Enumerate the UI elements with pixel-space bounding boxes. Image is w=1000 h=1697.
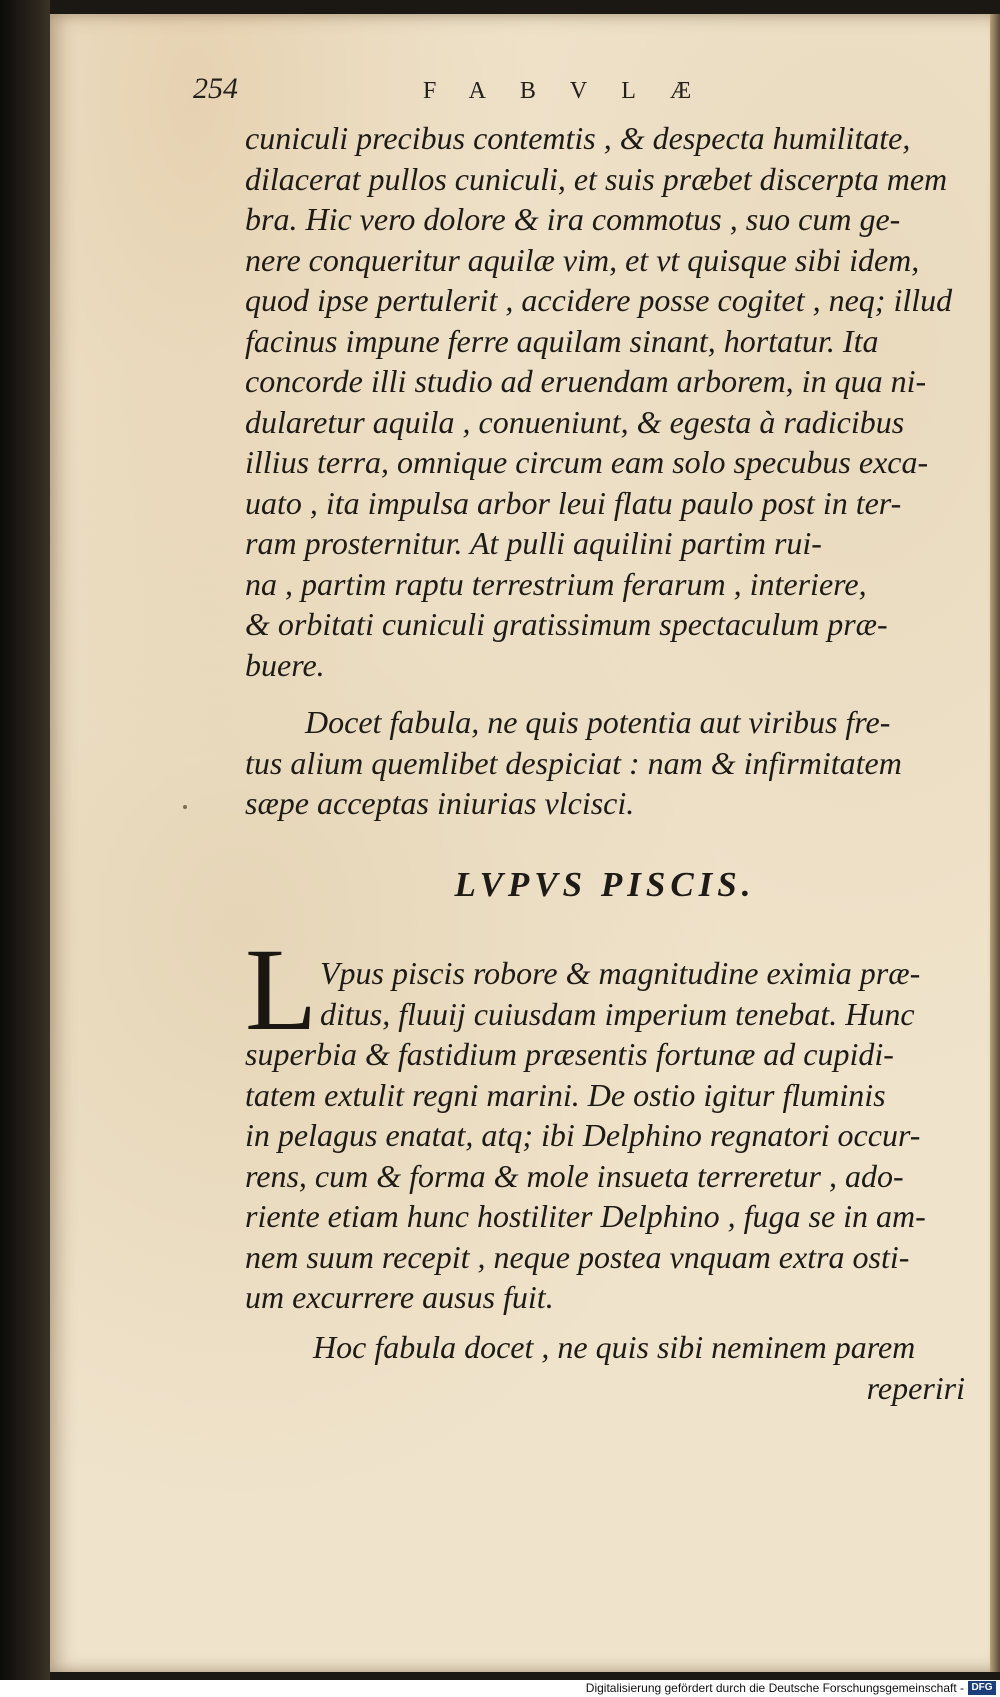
moral-line: tus alium quemlibet despiciat : nam & infirmitatem — [245, 744, 902, 781]
text-line: superbia & fastidium præsentis fortunæ ad cupidi- — [245, 1036, 894, 1072]
text-line: in pelagus enatat, atq; ibi Delphino regnatori occur- — [245, 1117, 921, 1153]
running-title: FABVLÆ — [423, 78, 726, 104]
digitization-credit: Digitalisierung gefördert durch die Deutsche Forschungsgemeinschaft - — [585, 1681, 964, 1695]
page-number: 254 — [193, 72, 238, 105]
text-line: na , partim raptu terrestrium ferarum , interiere, — [245, 565, 867, 602]
page-edge — [990, 14, 1000, 1672]
text-line: illius terra, omnique circum eam solo specubus exca- — [245, 444, 929, 480]
text-line: concorde illi studio ad eruendam arborem, in qua ni- — [245, 363, 927, 399]
moral-line: sæpe acceptas iniurias vlcisci. — [245, 785, 635, 821]
text-line: rens, cum & forma & mole insueta terreretur , ado- — [245, 1157, 904, 1194]
text-line: facinus impune ferre aquilam sinant, hortatur. Ita — [245, 322, 879, 359]
drop-cap-initial: L — [245, 924, 318, 1055]
fable-moral — [245, 702, 965, 824]
text-line: nere conqueritur aquilæ vim, et vt quisque sibi idem, — [245, 241, 920, 278]
section-title: LVPVS PISCIS. — [454, 865, 756, 904]
fable-new-text — [245, 953, 965, 1318]
text-line: dilacerat pullos cuniculi, et suis præbet discerpta mem — [245, 160, 948, 197]
page-header — [193, 72, 993, 112]
text-line: tatem extulit regni marini. De ostio igitur fluminis — [245, 1076, 886, 1113]
moral-line: Docet fabula, ne quis potentia aut viribus fre- — [305, 704, 891, 740]
fable-moral — [245, 1327, 965, 1408]
moral-line: Hoc fabula docet , ne quis sibi neminem parem — [313, 1329, 916, 1365]
text-line: ram prosternitur. At pulli aquilini partim rui- — [245, 525, 822, 561]
text-line: riente etiam hunc hostiliter Delphino , fuga se in am- — [245, 1198, 926, 1234]
text-line: ditus, fluuij cuiusdam imperium tenebat. Hunc — [320, 995, 915, 1032]
ink-speck — [183, 805, 187, 809]
dfg-logo: DFG — [968, 1681, 996, 1695]
text-line: Vpus piscis robore & magnitudine eximia præ- — [320, 955, 921, 991]
catchword: reperiri — [866, 1369, 965, 1406]
text-line: quod ipse pertulerit , accidere posse cogitet , neq; illud — [245, 282, 953, 318]
text-line: dularetur aquila , conueniunt, & egesta à radicibus — [245, 403, 905, 440]
scan-left-edge — [0, 0, 50, 1697]
text-line: um excurrere ausus fuit. — [245, 1279, 554, 1315]
text-line: buere. — [245, 646, 325, 683]
text-line: bra. Hic vero dolore & ira commotus , suo cum ge- — [245, 201, 901, 237]
fable-continued-text — [245, 118, 965, 685]
text-line: & orbitati cuniculi gratissimum spectaculum præ- — [245, 606, 888, 642]
text-line: nem suum recepit , neque postea vnquam extra osti- — [245, 1238, 910, 1275]
text-line: cuniculi precibus contemtis , & despecta humilitate, — [245, 120, 911, 156]
text-line: uato , ita impulsa arbor leui flatu paulo post in ter- — [245, 484, 902, 521]
